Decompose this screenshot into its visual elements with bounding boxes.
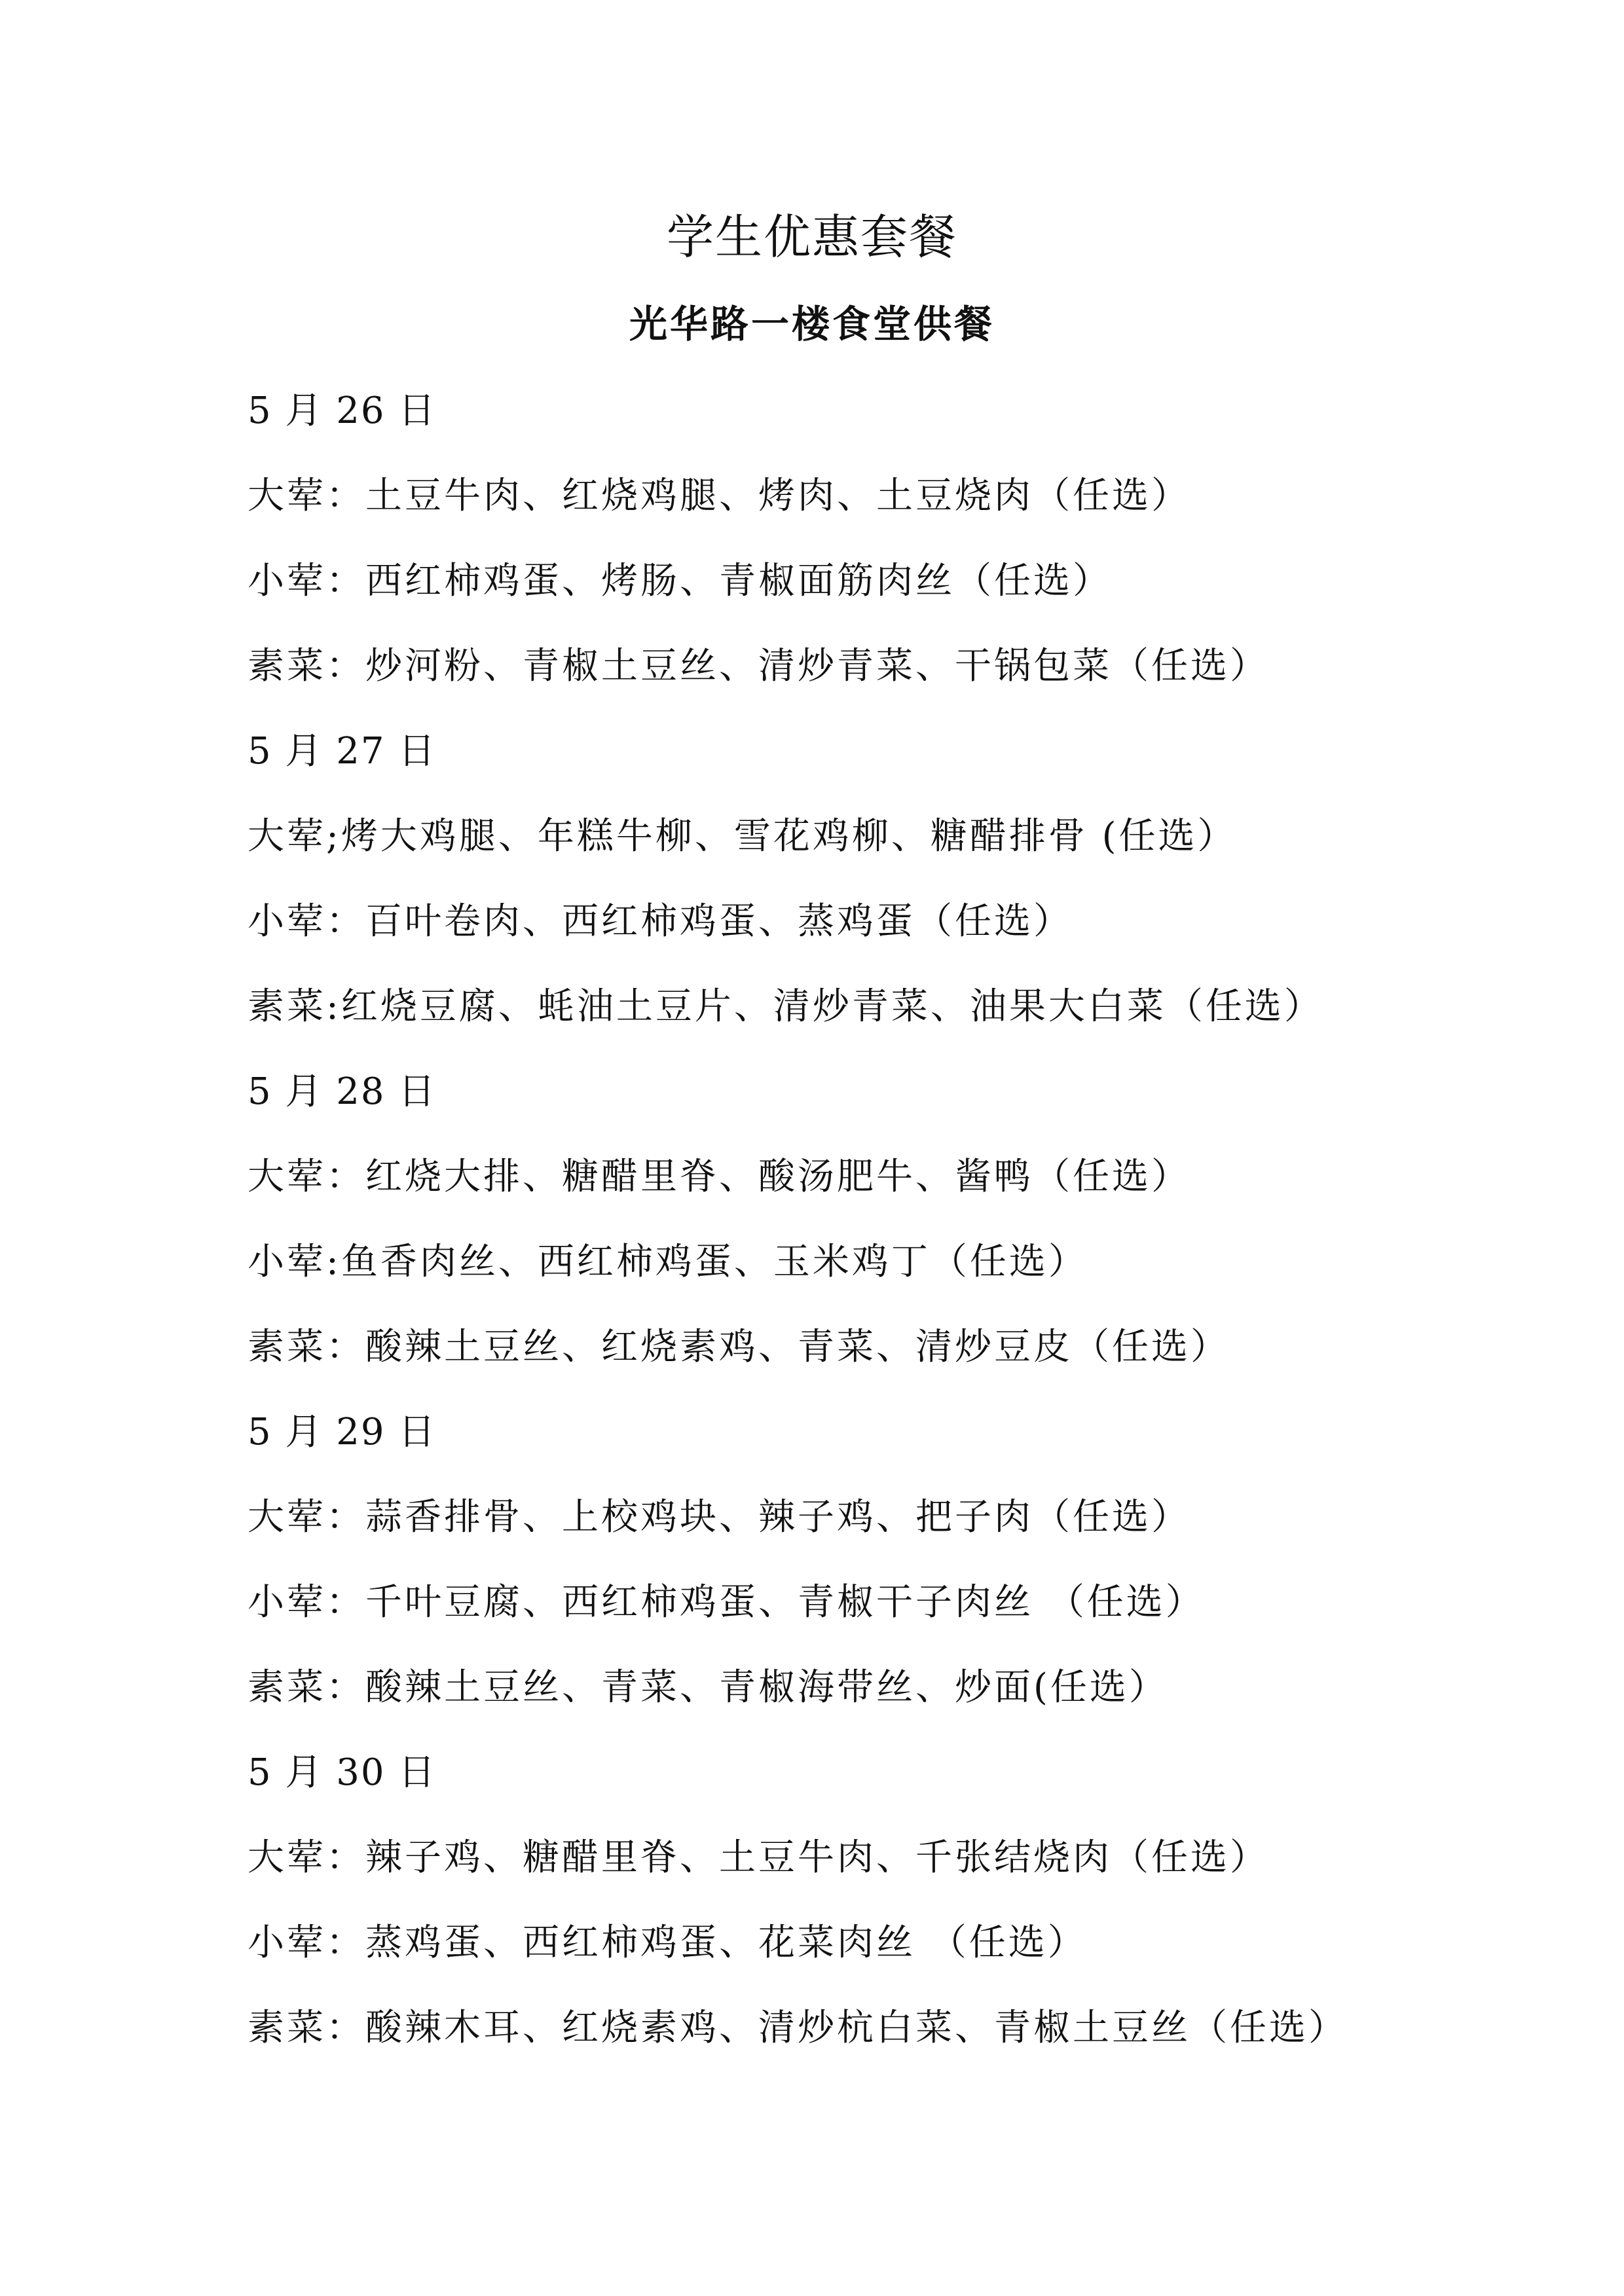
big-meat-line: 大荤：红烧大排、糖醋里脊、酸汤肥牛、酱鸭（任选） (248, 1156, 1190, 1198)
big-meat-line: 大荤：土豆牛肉、红烧鸡腿、烤肉、土豆烧肉（任选） (248, 475, 1190, 517)
page-subtitle: 光华路一楼食堂供餐 (629, 302, 995, 346)
day-date: 5 月 29 日 (248, 1411, 437, 1453)
big-meat-line: 大荤：辣子鸡、糖醋里脊、土豆牛肉、千张结烧肉（任选） (248, 1836, 1269, 1879)
big-meat-line: 大荤;烤大鸡腿、年糕牛柳、雪花鸡柳、糖醋排骨 (任选） (248, 815, 1237, 858)
day-date: 5 月 27 日 (248, 730, 437, 773)
small-meat-line: 小荤：百叶卷肉、西红柿鸡蛋、蒸鸡蛋（任选） (248, 900, 1073, 943)
small-meat-line: 小荤:鱼香肉丝、西红柿鸡蛋、玉米鸡丁（任选） (248, 1241, 1088, 1283)
small-meat-line: 小荤：千叶豆腐、西红柿鸡蛋、青椒干子肉丝 （任选） (248, 1581, 1205, 1624)
vegetable-line: 素菜:红烧豆腐、蚝油土豆片、清炒青菜、油果大白菜（任选） (248, 985, 1323, 1028)
day-date: 5 月 26 日 (248, 390, 437, 432)
day-block (248, 380, 1524, 720)
vegetable-line: 素菜：酸辣土豆丝、青菜、青椒海带丝、炒面(任选） (248, 1666, 1168, 1709)
vegetable-line: 素菜：炒河粉、青椒土豆丝、清炒青菜、干锅包菜（任选） (248, 645, 1269, 687)
day-block (248, 1401, 1524, 1741)
day-date: 5 月 28 日 (248, 1070, 437, 1113)
big-meat-line: 大荤：蒜香排骨、上校鸡块、辣子鸡、把子肉（任选） (248, 1496, 1190, 1539)
day-date: 5 月 30 日 (248, 1751, 437, 1794)
menu-list (248, 380, 1524, 2082)
day-block (248, 1741, 1524, 2082)
day-block (248, 720, 1524, 1061)
vegetable-line: 素菜：酸辣木耳、红烧素鸡、清炒杭白菜、青椒土豆丝（任选） (248, 2007, 1348, 2049)
day-block (248, 1061, 1524, 1401)
vegetable-line: 素菜：酸辣土豆丝、红烧素鸡、青菜、清炒豆皮（任选） (248, 1326, 1230, 1368)
page-title: 学生优惠套餐 (666, 210, 957, 264)
small-meat-line: 小荤：西红柿鸡蛋、烤肠、青椒面筋肉丝（任选） (248, 560, 1112, 602)
small-meat-line: 小荤：蒸鸡蛋、西红柿鸡蛋、花菜肉丝 （任选） (248, 1922, 1087, 1964)
